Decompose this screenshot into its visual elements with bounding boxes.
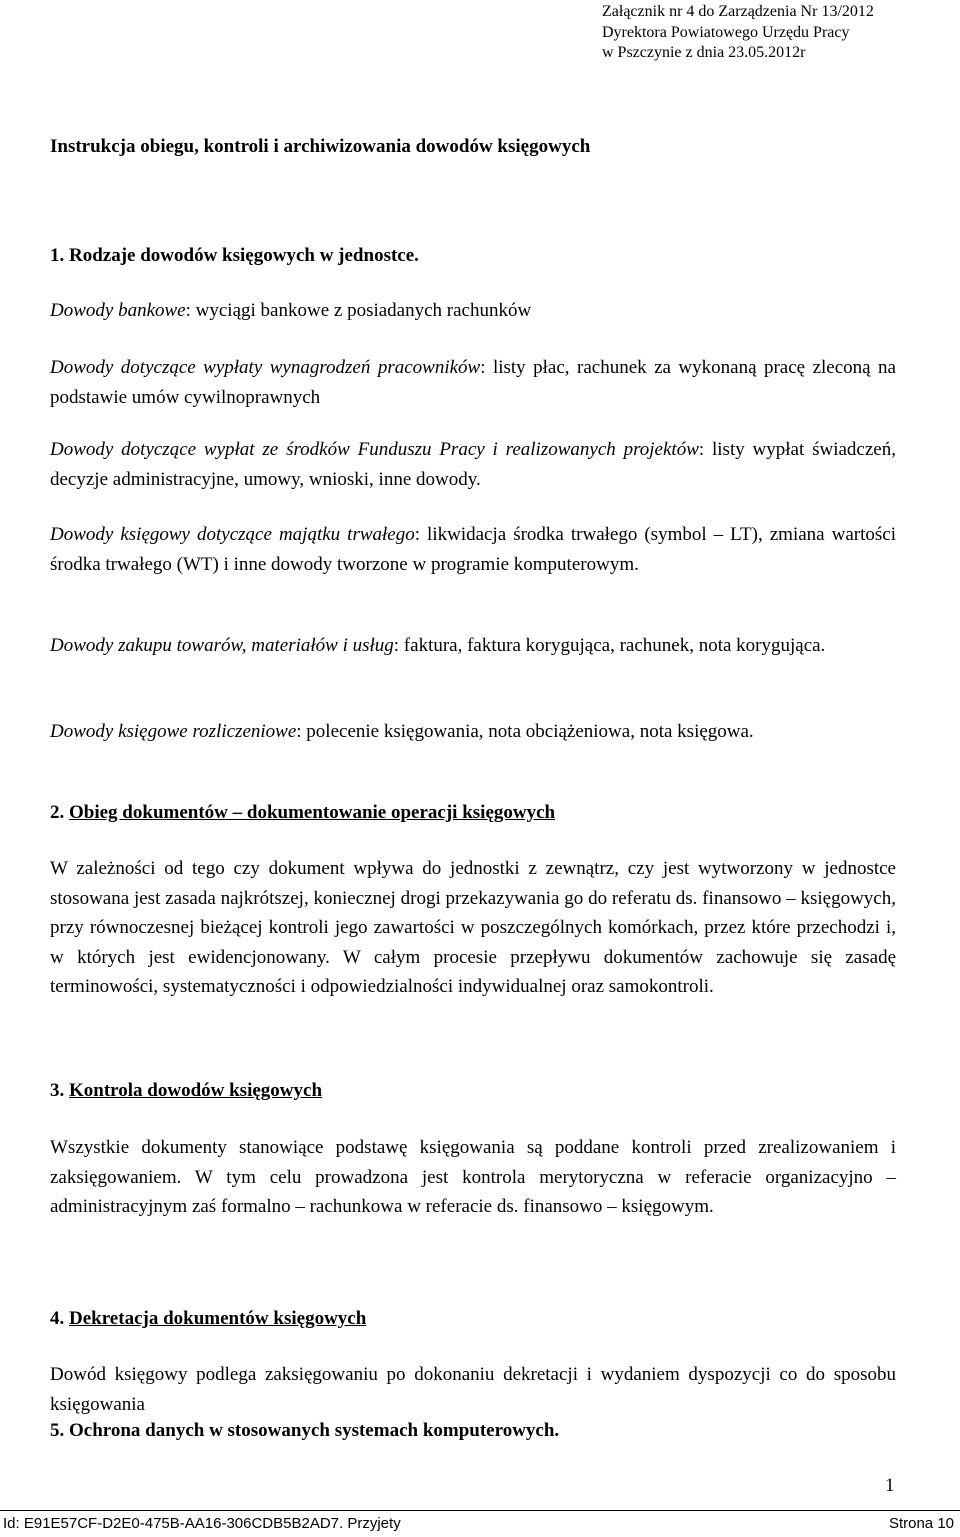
header-line-1: Załącznik nr 4 do Zarządzenia Nr 13/2012	[602, 3, 874, 20]
section-1-heading: 1. Rodzaje dowodów księgowych w jednostce.	[50, 245, 419, 266]
list-item: Dowody dotyczące wypłat ze środków Funduszu Pracy i realizowanych projektów: listy wypłat świadczeń, decyzje administracyjne, umowy, wnioski, inne dowody.	[50, 439, 896, 490]
section-3-heading: 3. Kontrola dowodów księgowych	[50, 1080, 323, 1101]
list-item: Dowody zakupu towarów, materiałów i usług: faktura, faktura korygująca, rachunek, nota korygująca.	[50, 635, 826, 656]
footer-page-label: Strona 10	[888, 1515, 954, 1532]
page-number: 1	[885, 1475, 895, 1496]
header-line-3: w Pszczynie z dnia 23.05.2012r	[602, 44, 806, 61]
footer-document-id: Id: E91E57CF-D2E0-475B-AA16-306CDB5B2AD7. Przyjety	[3, 1515, 401, 1532]
section-2-heading: 2. Obieg dokumentów – dokumentowanie operacji księgowych	[50, 802, 556, 823]
list-item: Dowody księgowe rozliczeniowe: polecenie księgowania, nota obciążeniowa, nota księgowa.	[50, 721, 754, 742]
section-2-text: W zależności od tego czy dokument wpływa do jednostki z zewnątrz, czy jest wytworzony w jednostce stosowana jest zasada najkrótszej, koniecznej drogi przekazywania go do referatu ds. finansowo – księgowych, przy równoczesnej bieżącej kontroli jego zawartości w poszczególnych komórkach, przez które przechodzi i, w których jest ewidencjonowany. W całym procesie przepływu dokumentów zachowuje się zasadę terminowości, systematyczności i odpowiedzialności indywidualnej oraz samokontroli.	[50, 858, 896, 997]
document-title: Instrukcja obiegu, kontroli i archiwizowania dowodów księgowych	[50, 136, 591, 157]
footer-divider	[0, 1510, 960, 1511]
section-3-text: Wszystkie dokumenty stanowiące podstawę księgowania są poddane kontroli przed zrealizowaniem i zaksięgowaniem. W tym celu prowadzona jest kontrola merytoryczna w referacie organizacyjno – administracyjnym zaś formalno – rachunkowa w referacie ds. finansowo – księgowym.	[50, 1137, 896, 1217]
section-4-heading: 4. Dekretacja dokumentów księgowych	[50, 1308, 367, 1329]
section-4-text: Dowód księgowy podlega zaksięgowaniu po dokonaniu dekretacji i wydaniem dyspozycji co do sposobu księgowania	[50, 1364, 896, 1415]
section-5-heading: 5. Ochrona danych w stosowanych systemach komputerowych.	[50, 1420, 560, 1441]
list-item: Dowody bankowe: wyciągi bankowe z posiadanych rachunków	[50, 300, 532, 321]
document-header	[602, 2, 952, 64]
header-line-2: Dyrektora Powiatowego Urzędu Pracy	[602, 23, 850, 41]
list-item: Dowody księgowy dotyczące majątku trwałego: likwidacja środka trwałego (symbol – LT), zmiana wartości środka trwałego (WT) i inne dowody tworzone w programie komputerowym.	[50, 524, 896, 575]
list-item: Dowody dotyczące wypłaty wynagrodzeń pracowników: listy płac, rachunek za wykonaną pracę zleconą na podstawie umów cywilnoprawnych	[50, 357, 896, 408]
